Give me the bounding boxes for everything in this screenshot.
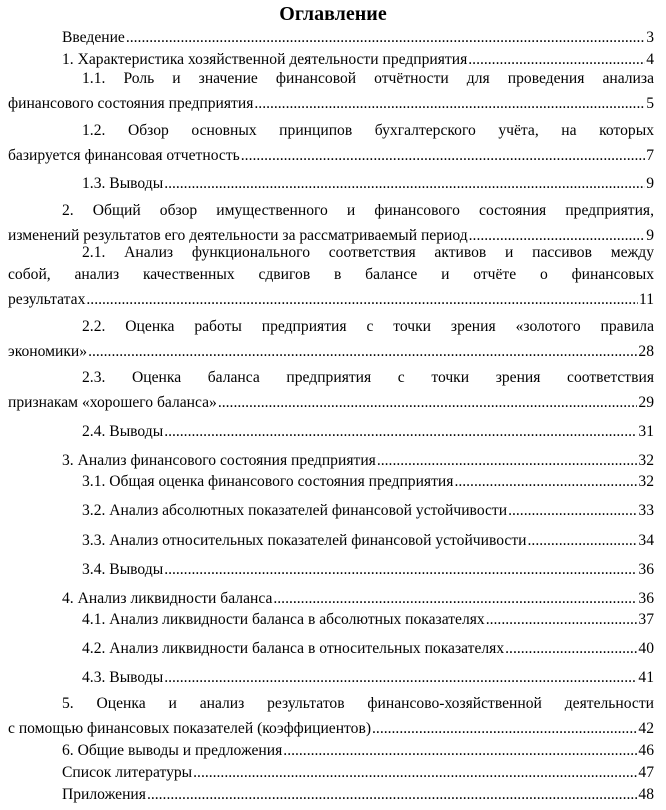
toc-page-number: 47 [638, 764, 654, 781]
toc-leader [164, 174, 645, 193]
toc-leader [486, 610, 638, 629]
toc-entry-1-3[interactable] [82, 171, 654, 193]
page-title: Оглавление [279, 3, 387, 25]
toc-entry-4[interactable] [62, 586, 654, 608]
toc-leader [88, 342, 637, 361]
toc-entry-text: Приложения [62, 786, 146, 803]
toc-leader [164, 668, 637, 687]
toc-entry-6[interactable] [62, 738, 654, 760]
toc-entry-2-2-line1: 2.2. Оценка работы предприятия с точки зрения «золотого правила [82, 318, 654, 335]
toc-entry-2-3-line1: 2.3. Оценка баланса предприятия с точки зрения соответствия [82, 369, 654, 386]
toc-entry-2-1[interactable] [8, 287, 654, 309]
toc-entry-3-3[interactable] [82, 528, 654, 550]
toc-page-number: 32 [638, 452, 654, 469]
toc-page-number: 33 [638, 502, 654, 519]
toc-entry-2-1-line1: 2.1. Анализ функционального соответствия активов и пассивов между [82, 244, 654, 261]
toc-leader [126, 28, 645, 47]
toc-entry-text: 3.4. Выводы [82, 561, 164, 578]
toc-leader [505, 639, 637, 658]
toc-page-number: 31 [638, 423, 654, 440]
toc-entry-text: 6. Общие выводы и предложения [62, 742, 283, 759]
toc-page-number: 7 [646, 147, 654, 164]
toc-entry-4-1[interactable] [82, 607, 654, 629]
toc-page-number: 3 [646, 29, 654, 46]
toc-leader [164, 422, 637, 441]
toc-entry-text: Список литературы [62, 764, 193, 781]
toc-entry-3-2[interactable] [82, 498, 654, 520]
toc-leader [283, 741, 637, 760]
toc-page-number: 9 [646, 175, 654, 192]
toc-entry-text: с помощью финансовых показателей (коэффициентов) [8, 720, 372, 737]
toc-entry-5-line1: 5. Оценка и анализ результатов финансово-хозяйственной деятельности [62, 695, 654, 712]
toc-entry-text: 3.3. Анализ относительных показателей финансовой устойчивости [82, 532, 527, 549]
toc-page-number: 11 [638, 291, 654, 308]
toc-leader [468, 50, 645, 69]
toc-page-number: 28 [638, 343, 654, 360]
toc-page-number: 36 [638, 590, 654, 607]
toc-entry-2-4[interactable] [82, 419, 654, 441]
toc-entry-text: Введение [62, 29, 125, 46]
toc-page-number: 29 [638, 394, 654, 411]
toc-entry-text: 2.4. Выводы [82, 423, 164, 440]
toc-leader [147, 785, 637, 804]
toc-page-number: 34 [638, 532, 654, 549]
toc-entry-text: 4. Анализ ликвидности баланса [62, 590, 273, 607]
toc-leader [454, 472, 637, 491]
toc-leader [372, 719, 637, 738]
toc-entry-1-1[interactable] [8, 91, 654, 113]
toc-page-number: 9 [646, 227, 654, 244]
toc-entry-references[interactable] [62, 760, 654, 782]
toc-entry-2-1-line2: собой, анализ качественных сдвигов в балансе и отчёте о финансовых [8, 266, 654, 283]
toc-entry-intro[interactable] [62, 25, 654, 47]
toc-entry-text: 3.2. Анализ абсолютных показателей финансовой устойчивости [82, 502, 508, 519]
toc-leader [86, 290, 638, 309]
toc-entry-1-1-line1: 1.1. Роль и значение финансовой отчётности для проведения анализа [82, 70, 654, 87]
toc-entry-text: 1.3. Выводы [82, 175, 164, 192]
toc-entry-4-3[interactable] [82, 665, 654, 687]
toc-entry-text: 3.1. Общая оценка финансового состояния предприятия [82, 473, 454, 490]
toc-leader [377, 451, 638, 470]
toc-leader [241, 146, 645, 165]
toc-entry-text: результатах [8, 291, 86, 308]
toc-page-number: 5 [646, 95, 654, 112]
toc-entry-3[interactable] [62, 448, 654, 470]
toc-entry-2-3[interactable] [8, 390, 654, 412]
toc-page-number: 46 [638, 742, 654, 759]
toc-entry-2-line1: 2. Общий обзор имущественного и финансового состояния предприятия, [62, 202, 654, 219]
toc-page-number: 37 [638, 611, 654, 628]
toc-entry-3-4[interactable] [82, 557, 654, 579]
toc-entry-text: 4.1. Анализ ликвидности баланса в абсолютных показателях [82, 611, 485, 628]
toc-leader [508, 501, 637, 520]
toc-page-number: 36 [638, 561, 654, 578]
toc-leader [164, 560, 637, 579]
toc-leader [193, 763, 637, 782]
toc-entry-2[interactable] [8, 223, 654, 245]
toc-entry-text: признакам «хорошего баланса» [8, 394, 217, 411]
toc-page-number: 4 [646, 51, 654, 68]
toc-entry-appendix[interactable] [62, 782, 654, 804]
toc-entry-text: экономики» [8, 343, 88, 360]
toc-leader [254, 94, 645, 113]
toc-page-number: 41 [638, 669, 654, 686]
toc-entry-text: базируется финансовая отчетность [8, 147, 240, 164]
toc-entry-text: 4.2. Анализ ликвидности баланса в относительных показателях [82, 640, 505, 657]
toc-entry-4-2[interactable] [82, 636, 654, 658]
toc-entry-3-1[interactable] [82, 469, 654, 491]
toc-entry-text: 3. Анализ финансового состояния предприятия [62, 452, 376, 469]
toc-entry-1-2-line1: 1.2. Обзор основных принципов бухгалтерского учёта, на которых [82, 122, 654, 139]
toc-entry-text: 1. Характеристика хозяйственной деятельности предприятия [62, 51, 468, 68]
toc-leader [528, 531, 638, 550]
toc-entry-1[interactable] [62, 47, 654, 69]
toc-leader [218, 393, 638, 412]
toc-entry-text: изменений результатов его деятельности за рассматриваемый период [8, 227, 468, 244]
toc-entry-text: 4.3. Выводы [82, 669, 164, 686]
toc-entry-text: финансового состояния предприятия [8, 95, 254, 112]
toc-entry-1-2[interactable] [8, 143, 654, 165]
toc-leader [273, 589, 637, 608]
toc-entry-5[interactable] [8, 716, 654, 738]
toc-page-number: 48 [638, 786, 654, 803]
toc-entry-2-2[interactable] [8, 339, 654, 361]
toc-page-number: 32 [638, 473, 654, 490]
toc-page-number: 40 [638, 640, 654, 657]
toc-page-number: 42 [638, 720, 654, 737]
